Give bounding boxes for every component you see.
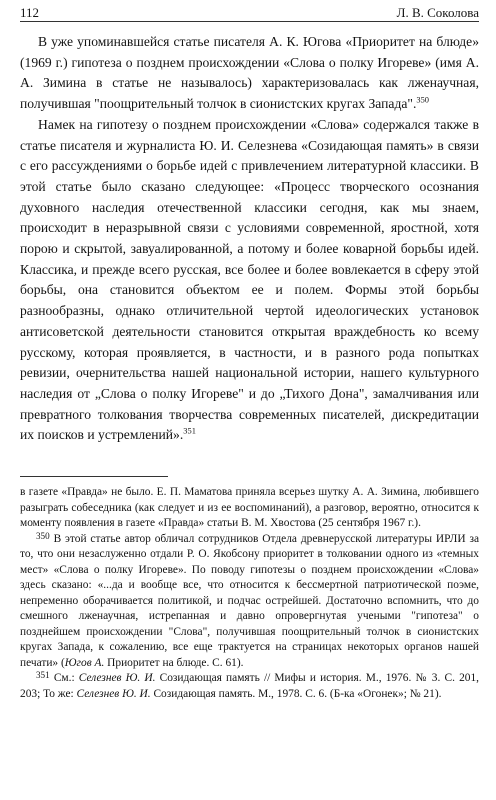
- footnotes: [20, 485, 479, 702]
- footnote-351-lead: См.:: [49, 672, 79, 685]
- paragraph-1-text: В уже упоминавшейся статье писателя А. К. Югова «Приоритет на блюде» (1969 г.) гипотеза о позднем происхождении «Слова о полку Игореве» (имя А. А. Зимина в статье не называлось) характеризовалась как лженаучная, получившая "поощрительный толчок в сионистских кругах Запада".: [20, 34, 479, 112]
- footnote-separator: [20, 476, 168, 477]
- footnote-350: [20, 532, 479, 672]
- footnote-mark-351: 351: [36, 669, 50, 680]
- footnote-350-author: Югов А.: [64, 656, 105, 669]
- page-number: 112: [20, 5, 40, 20]
- running-header: [20, 0, 479, 22]
- footnote-ref-350[interactable]: 350: [416, 94, 430, 105]
- main-text: [20, 32, 479, 446]
- paragraph-2-text: Намек на гипотезу о позднем происхождении «Слова» содержался также в статье писателя и журналиста Ю. И. Селезнева «Созидающая память» в связи с его рассуждениями о борьбе идей с привлечением литературной классики. В этой статье было сказано следующее: «Процесс творческого осознания духовного наследия отечественной классики сегодня, как мы знаем, происходит в неразрывной связи с условиями современной, яростной, хотя порою и скрытой, завуалированной, а потому и более коварной борьбы идей. Классика, и прежде всего русская, все более и более вовлекается в сферу этой борьбы, она становится объектом ее и полем. Формы этой борьбы разнообразны, однако отличительной чертой идеологических установок антисоветской деятельности становится открытая враждебность ко всему русскому, которая проявляется, в частности, и в разного рода попытках ревизии, очернительства нашей национальной истории, нашего культурного наследия от „Слова о полку Игореве" и до „Тихого Дона", замалчивания или превратного толкования творчества современных писателей, дискредитации их поисков и устремлений».: [20, 116, 479, 443]
- footnote-351-mid: Созидающая память // Мифы и история. М., 1976. № 3. С. 201, 203; То же:: [20, 672, 479, 700]
- footnote-351: [20, 671, 479, 702]
- footnote-350-source: Приоритет на блюде. С. 61).: [104, 656, 244, 669]
- footnote-mark-350: 350: [36, 530, 50, 541]
- footnote-ref-351[interactable]: 351: [183, 425, 196, 436]
- footnote-continuation: в газете «Правда» не было. Е. П. Маматова приняла всерьез шутку А. А. Зимина, любившего разыграть собеседника (как следует и из ее воспоминаний), а разговор, вероятно, относится к моменту появления в газете «Правда» статьи В. М. Хвостова (25 сентября 1967 г.).: [20, 486, 479, 530]
- paragraph-1: [20, 32, 479, 115]
- footnote-351-author-1: Селезнев Ю. И.: [78, 672, 156, 685]
- footnote-350-paren: (: [58, 656, 65, 669]
- footnote-350-text: В этой статье автор обличал сотрудников Отдела древнерусской литературы ИРЛИ за то, что они незаслуженно отдали Р. О. Якобсону приоритет в толковании одного из «темных мест» «Слова о полку Игореве». По поводу гипотезы о позднем происхождении «Слова» здесь сказано: «...да и вообще все, что относится к бессмертной патриотической поэме, непременно оборачивается политикой, и подчас острейшей. Достаточно вспомнить, что до смешного лженаучная, истрепанная и давно опровергнутая учеными "гипотеза" о позднейшем происхождении "Слова", получившая поощрительный толчок в сионистских кругах Запада, к сожалению, все еще трактуется на страницах некоторых органов нашей печати»: [20, 532, 479, 669]
- running-head-author: Л. В. Соколова: [396, 5, 479, 20]
- footnote-351-end: Созидающая память. М., 1978. С. 6. (Б-ка «Огонек»; № 21).: [150, 687, 442, 700]
- paragraph-2: [20, 115, 479, 446]
- footnote-351-author-2: Селезнев Ю. И.: [76, 687, 151, 700]
